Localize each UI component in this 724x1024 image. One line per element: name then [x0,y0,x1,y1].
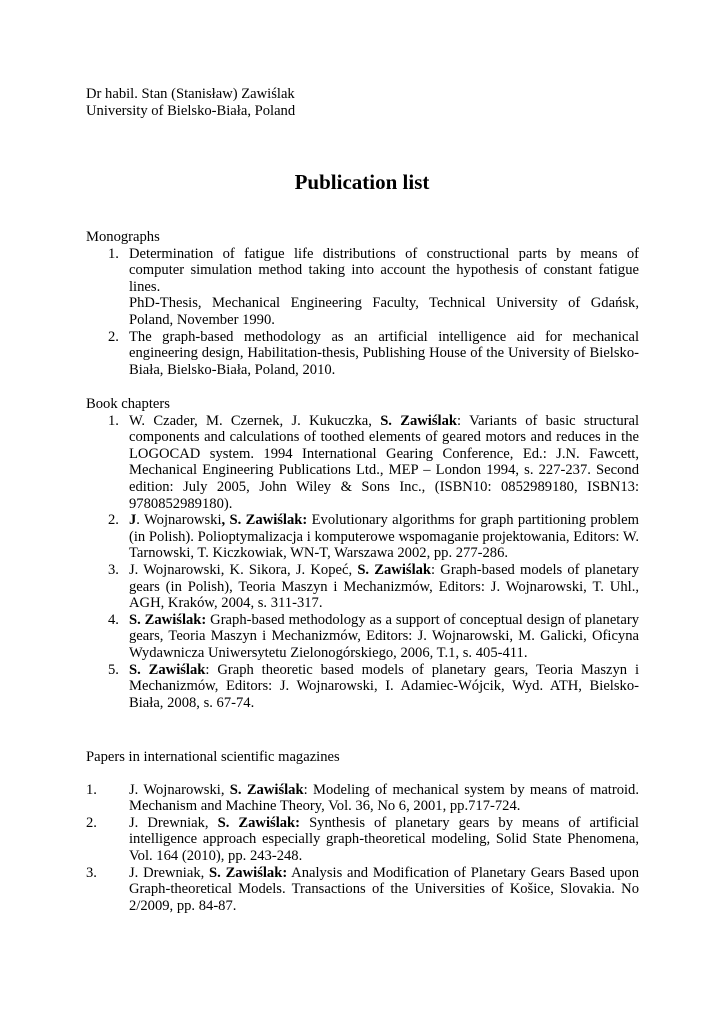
monograph-text: The graph-based methodology as an artificial intelligence aid for mechanical engineering design, Habilitation-thesis, Publishing House of the University of Bielsko-Biała, Bielsko-Biała, Poland, 2010. [129,328,639,378]
paper-item [86,815,639,865]
paper-author-highlight: S. Zawiślak: [217,814,301,831]
chapter-authors: . Wojnarowski [136,512,222,529]
paper-item [86,865,639,915]
paper-authors: J. Drewniak, [129,814,218,831]
chapter-author-highlight: , S. Zawiślak: [221,512,308,529]
chapter-item [86,612,639,662]
paper-details: : Modeling of mechanical system by means of matroid. Mechanism and Machine Theory, Vol. 36, No 6, 2001, pp.717-724. [129,781,640,815]
book-chapters-heading: Book chapters [86,396,170,412]
chapter-details: : Variants of basic structural components and calculations of toothed elements of geared motors and reduces in the LOGOCAD system. 1994 International Gearing Conference, Ed.: J.N. Fawcett, Mechanical Engineering Publications Ltd., MEP – London 1994, s. 227-237. Second edition: July 2005, John Wiley & Sons Inc., (ISBN10: 0852989180, ISBN13: 9780852989180). [129,412,640,512]
chapter-details: Evolutionary algorithms for graph partitioning problem (in Polish). Polioptymalizacja i komputerowe wspomaganie projektowania, Editors: W. Tarnowski, T. Kiczkowiak, WN-T, Warszawa 2002, pp. 277-286. [129,512,639,562]
chapter-item [86,562,639,612]
list-number: 3. [86,864,97,881]
chapter-item [86,662,639,712]
paper-author-highlight: S. Zawiślak: [209,864,288,881]
monographs-heading: Monographs [86,229,160,245]
chapter-details: Graph-based methodology as a support of conceptual design of planetary gears, Teoria Maszyn i Mechanizmów, Editors: J. Wojnarowski, M. Galicki, Oficyna Wydawnicza Uniwersytetu Zielonogórskiego, 2006, T.1, s. 405-411. [129,611,639,661]
author-affiliation: University of Bielsko-Biała, Poland [86,102,296,119]
list-number: 2. [108,512,119,529]
author-block [86,86,646,119]
monograph-title: Determination of fatigue life distributions of constructional parts by means of computer simulation method taking into account the hypothesis of constant fatigue lines. [129,245,639,295]
papers-heading: Papers in international scientific magazines [86,749,340,765]
papers-section [86,749,639,914]
chapter-author-highlight: S. Zawiślak [129,661,206,678]
monograph-details: PhD-Thesis, Mechanical Engineering Faculty, Technical University of Gdańsk, Poland, November 1990. [129,295,639,328]
chapter-details: : Graph-based models of planetary gears (in Polish), Teoria Maszyn i Mechanizmów, Editors: J. Wojnarowski, T. Uhl., AGH, Kraków, 2004, s. 311-317. [129,561,640,612]
chapter-author-highlight: S. Zawiślak [380,412,458,429]
chapter-authors: J. Wojnarowski, K. Sikora, J. Kopeć, [129,561,358,578]
page-title: Publication list [294,170,430,194]
chapter-author-highlight: S. Zawiślak [357,561,432,578]
monographs-section [86,229,639,378]
list-number: 1. [108,412,119,429]
paper-details: Analysis and Modification of Planetary Gears Based upon Graph-theoretical Models. Transactions of the Universities of Košice, Slovakia. No 2/2009, pp. 84-87. [129,864,639,914]
list-number: 2. [108,328,119,345]
monographs-list [86,246,639,379]
monograph-item [86,246,639,329]
paper-details: Synthesis of planetary gears by means of artificial intelligence approach especially graph-theoretical modeling, Solid State Phenomena, Vol. 164 (2010), pp. 243-248. [129,814,639,864]
chapter-item [86,413,639,513]
chapter-details: : Graph theoretic based models of planetary gears, Teoria Maszyn i Mechanizmów, Editors: J. Wojnarowski, I. Adamiec-Wójcik, Wyd. ATH, Bielsko-Biała, 2008, s. 67-74. [129,661,639,711]
paper-authors: J. Wojnarowski, [129,781,230,798]
author-name: Dr habil. Stan (Stanisław) Zawiślak [86,86,295,102]
chapter-item [86,512,639,562]
list-number: 5. [108,661,119,678]
paper-item [86,782,639,815]
chapter-author-initial: J [129,512,137,529]
list-number: 3. [108,561,119,578]
book-chapters-section [86,396,639,711]
list-number: 1. [86,781,97,798]
paper-authors: J. Drewniak, [129,864,210,881]
list-number: 1. [108,245,119,262]
papers-list [86,782,639,915]
chapter-authors: W. Czader, M. Czernek, J. Kukuczka, [129,412,381,429]
list-number: 4. [108,611,119,628]
list-number: 2. [86,814,97,831]
chapter-author-highlight: S. Zawiślak: [129,611,207,628]
book-chapters-list [86,413,639,712]
monograph-item [86,329,639,379]
paper-author-highlight: S. Zawiślak [229,781,304,798]
